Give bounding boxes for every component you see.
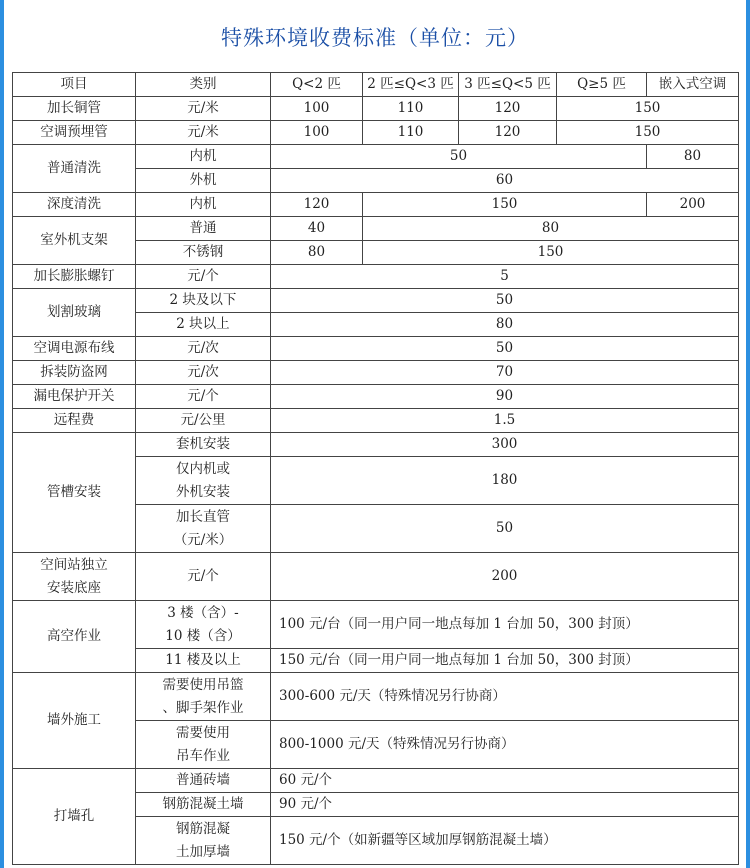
value-cell: 180 bbox=[271, 457, 739, 505]
table-row bbox=[13, 409, 739, 433]
item-cell: 划割玻璃 bbox=[13, 289, 136, 337]
value-cell: 300-600 元/天（特殊情况另行协商） bbox=[271, 673, 739, 721]
header-cell: 类别 bbox=[136, 73, 271, 97]
value-cell: 80 bbox=[271, 241, 363, 265]
page-title: 特殊环境收费标准（单位：元） bbox=[221, 26, 529, 50]
table-header-row bbox=[13, 73, 739, 97]
value-cell: 110 bbox=[363, 97, 459, 121]
value-cell: 150 bbox=[363, 241, 739, 265]
category-line: 需要使用 bbox=[176, 724, 230, 741]
category-cell: 11 楼及以上 bbox=[136, 649, 271, 673]
value-cell: 120 bbox=[271, 193, 363, 217]
category-cell bbox=[136, 673, 271, 721]
item-cell: 打墙孔 bbox=[13, 769, 136, 865]
value-cell: 90 bbox=[271, 385, 739, 409]
value-cell: 50 bbox=[271, 289, 739, 313]
category-cell: 元/次 bbox=[136, 361, 271, 385]
table-row bbox=[13, 433, 739, 457]
table-row bbox=[13, 289, 739, 313]
value-cell: 150 元/台（同一用户同一地点每加 1 台加 50，300 封顶） bbox=[271, 649, 739, 673]
category-cell bbox=[136, 721, 271, 769]
category-cell bbox=[136, 505, 271, 553]
item-cell: 深度清洗 bbox=[13, 193, 136, 217]
item-cell bbox=[13, 553, 136, 601]
value-cell: 120 bbox=[459, 97, 557, 121]
table-row bbox=[13, 265, 739, 289]
category-cell bbox=[136, 457, 271, 505]
value-cell: 110 bbox=[363, 121, 459, 145]
table-row bbox=[13, 97, 739, 121]
table-row bbox=[13, 337, 739, 361]
value-cell: 5 bbox=[271, 265, 739, 289]
value-cell: 80 bbox=[271, 313, 739, 337]
header-cell: 项目 bbox=[13, 73, 136, 97]
category-line: 吊车作业 bbox=[176, 747, 230, 764]
item-cell: 空调预埋管 bbox=[13, 121, 136, 145]
header-cell: 3 匹≤Q<5 匹 bbox=[459, 73, 557, 97]
item-cell: 加长铜管 bbox=[13, 97, 136, 121]
value-cell: 50 bbox=[271, 505, 739, 553]
category-cell: 不锈钢 bbox=[136, 241, 271, 265]
table-row bbox=[13, 217, 739, 241]
category-cell: 普通 bbox=[136, 217, 271, 241]
value-cell: 200 bbox=[271, 553, 739, 601]
value-cell: 150 bbox=[557, 121, 739, 145]
value-cell: 90 元/个 bbox=[271, 793, 739, 817]
category-line: 外机安装 bbox=[176, 483, 230, 500]
table-row bbox=[13, 553, 739, 601]
category-line: （元/米） bbox=[173, 531, 233, 548]
table-row bbox=[13, 361, 739, 385]
value-cell: 150 bbox=[557, 97, 739, 121]
category-line: 需要使用吊篮 bbox=[162, 676, 244, 693]
value-cell: 60 元/个 bbox=[271, 769, 739, 793]
header-cell: Q<2 匹 bbox=[271, 73, 363, 97]
category-line: 土加厚墙 bbox=[176, 843, 230, 860]
category-cell: 元/个 bbox=[136, 385, 271, 409]
value-cell: 1.5 bbox=[271, 409, 739, 433]
category-line: 、脚手架作业 bbox=[162, 699, 244, 716]
item-cell: 远程费 bbox=[13, 409, 136, 433]
value-cell: 150 元/个（如新疆等区域加厚钢筋混凝土墙） bbox=[271, 817, 739, 865]
value-cell: 70 bbox=[271, 361, 739, 385]
category-cell bbox=[136, 601, 271, 649]
table-row bbox=[13, 193, 739, 217]
category-cell: 内机 bbox=[136, 193, 271, 217]
value-cell: 120 bbox=[459, 121, 557, 145]
category-cell: 内机 bbox=[136, 145, 271, 169]
category-cell: 元/个 bbox=[136, 553, 271, 601]
header-cell: Q≥5 匹 bbox=[557, 73, 647, 97]
value-cell: 150 bbox=[363, 193, 647, 217]
value-cell: 100 bbox=[271, 121, 363, 145]
item-cell: 漏电保护开关 bbox=[13, 385, 136, 409]
table-row bbox=[13, 385, 739, 409]
item-cell: 拆装防盗网 bbox=[13, 361, 136, 385]
item-cell: 加长膨胀螺钉 bbox=[13, 265, 136, 289]
item-cell: 空调电源布线 bbox=[13, 337, 136, 361]
value-cell: 300 bbox=[271, 433, 739, 457]
category-cell: 元/公里 bbox=[136, 409, 271, 433]
value-cell: 50 bbox=[271, 337, 739, 361]
item-cell: 管槽安装 bbox=[13, 433, 136, 553]
value-cell: 40 bbox=[271, 217, 363, 241]
category-cell: 外机 bbox=[136, 169, 271, 193]
category-cell: 元/米 bbox=[136, 97, 271, 121]
header-cell: 2 匹≤Q<3 匹 bbox=[363, 73, 459, 97]
category-cell: 2 块以上 bbox=[136, 313, 271, 337]
value-cell: 50 bbox=[271, 145, 647, 169]
value-cell: 80 bbox=[647, 145, 739, 169]
table-row bbox=[13, 601, 739, 649]
item-line: 空间站独立 bbox=[40, 556, 108, 573]
category-line: 仅内机或 bbox=[176, 460, 230, 477]
category-cell: 元/个 bbox=[136, 265, 271, 289]
category-line: 3 楼（含）- bbox=[167, 604, 239, 621]
table-row bbox=[13, 673, 739, 721]
item-cell: 室外机支架 bbox=[13, 217, 136, 265]
header-cell: 嵌入式空调 bbox=[647, 73, 739, 97]
category-cell: 元/米 bbox=[136, 121, 271, 145]
value-cell: 100 bbox=[271, 97, 363, 121]
item-line: 安装底座 bbox=[47, 579, 101, 596]
category-cell bbox=[136, 817, 271, 865]
category-line: 钢筋混凝 bbox=[176, 820, 230, 837]
value-cell: 800-1000 元/天（特殊情况另行协商） bbox=[271, 721, 739, 769]
table-row bbox=[13, 769, 739, 793]
item-cell: 墙外施工 bbox=[13, 673, 136, 769]
value-cell: 100 元/台（同一用户同一地点每加 1 台加 50，300 封顶） bbox=[271, 601, 739, 649]
table-row bbox=[13, 121, 739, 145]
value-cell: 60 bbox=[271, 169, 739, 193]
value-cell: 80 bbox=[363, 217, 739, 241]
category-cell: 套机安装 bbox=[136, 433, 271, 457]
fee-table bbox=[12, 72, 739, 865]
category-cell: 元/次 bbox=[136, 337, 271, 361]
category-line: 10 楼（含） bbox=[165, 627, 241, 644]
item-cell: 高空作业 bbox=[13, 601, 136, 673]
value-cell: 200 bbox=[647, 193, 739, 217]
category-cell: 普通砖墙 bbox=[136, 769, 271, 793]
item-cell: 普通清洗 bbox=[13, 145, 136, 193]
category-cell: 钢筋混凝土墙 bbox=[136, 793, 271, 817]
category-line: 加长直管 bbox=[176, 508, 230, 525]
table-row bbox=[13, 145, 739, 169]
category-cell: 2 块及以下 bbox=[136, 289, 271, 313]
